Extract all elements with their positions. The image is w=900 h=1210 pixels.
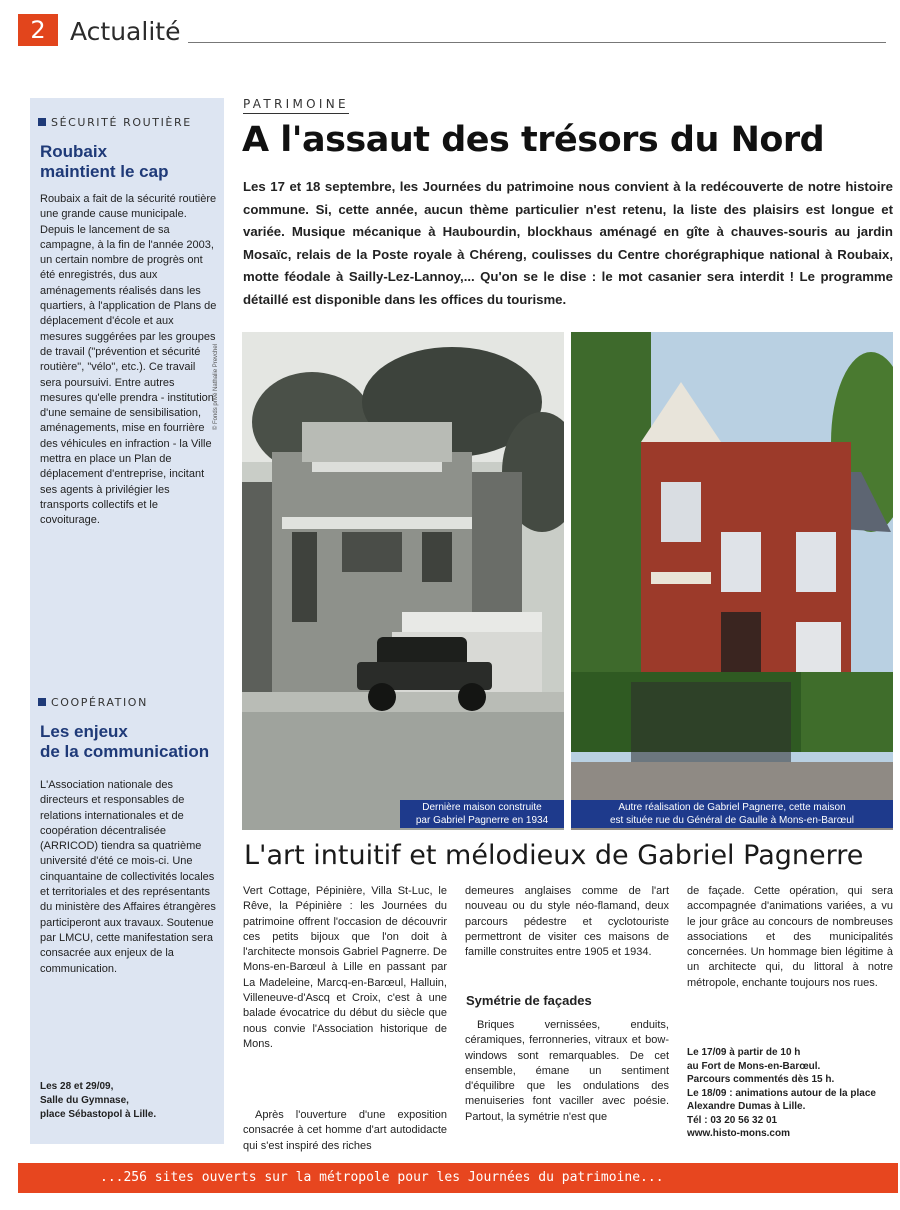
article-kicker: PATRIMOINE (243, 97, 349, 114)
sidebar-body: Roubaix a fait de la sécurité routière une grande cause municipale. Depuis le lancement de sa campagne, à la fin de l'année 2003, un certain nombre de progrès ont été enregistrés, dus aux aménagements réalisés dans les quartiers, à l'application de Plans de déplacement d'école et aux mesures suggérées par les groupes de travail ("prévention et sécurité routière", "vélo", etc.). Ce travail sera poursuivi. Entre autres mesures qu'elle prendra - institution d'une semaine de sensibilisation, aménagements, mise en fourrière des véhicules en infraction - la Ville mettra en place un Plan de déplacement d'entreprise, incitant ses agents à privilégier les transports collectifs et le covoiturage. (40, 193, 217, 527)
photo-brick-house (571, 332, 893, 830)
page-number: 2 (18, 14, 58, 46)
photo-modernist-house (242, 332, 564, 830)
article-subtitle: L'art intuitif et mélodieux de Gabriel Pagnerre (244, 840, 864, 871)
house-illustration (242, 332, 564, 830)
sidebar-event-info: Les 28 et 29/09, Salle du Gymnase, place Sébastopol à Lille. (40, 1081, 157, 1120)
photo-credit (213, 332, 239, 452)
square-bullet-icon (38, 698, 46, 706)
article-column-1: Vert Cottage, Pépinière, Villa St-Luc, le Rêve, la Pépinière : les Journées du patrimoine offrent l'occasion de découvrir ces petits bijoux que l'on doit à l'architecte monsois Gabriel Pagnerre. De Mons-en-Barœul à Lille en passant par La Madeleine, Marcq-en-Barœul, Halluin, Villeneuve-d'Ascq et Croix, c'est à une balade évocatrice du début du siècle que nous convie l'Association historique de Mons. (243, 885, 447, 1050)
photo-caption-right: Autre réalisation de Gabriel Pagnerre, cette maison est située rue du Général de Gaulle à Mons-en-Barœul (571, 800, 893, 828)
section-title: Actualité (70, 17, 181, 46)
photo-credit-text: © Fonds privé Nathalie Prevchel (213, 343, 220, 431)
article-column-3: de façade. Cette opération, qui sera accompagnée d'animations variées, a vu le jour grâce au concours de nombreuses associations et des municipalités concernées. Un hommage bien légitime à un architecte qui, du littoral à notre métropole, enchante toujours nos rues. (687, 885, 893, 989)
sidebar (30, 98, 224, 1144)
sidebar-tag-label: SÉCURITÉ ROUTIÈRE (51, 116, 192, 129)
column-subhead: Symétrie de façades (466, 993, 592, 1008)
header-rule (188, 42, 886, 43)
article-column-1-cont: Après l'ouverture d'une exposition consacrée à cet homme d'art autodidacte qui s'est inspiré des riches (243, 1109, 447, 1152)
article-column-2: demeures anglaises comme de l'art nouveau ou du style néo-flamand, deux parcours pédestre et cyclotouriste permettront de visiter ces maisons de famille construites entre 1905 et 1934. (465, 885, 669, 959)
footer-ticker: ...256 sites ouverts sur la métropole pour les Journées du patrimoine... (18, 1163, 898, 1193)
article-headline: A l'assaut des trésors du Nord (242, 120, 825, 160)
sidebar-tag-label: COOPÉRATION (51, 696, 148, 709)
square-bullet-icon (38, 118, 46, 126)
article-column-2-cont: Briques vernissées, enduits, céramiques, ferronneries, vitraux et bow-windows sont remarquables. De cet ensemble, émane un sentiment d'équilibre que les ondulations des menuiseries font vaciller avec poésie. Partout, la symétrie n'est que (465, 1019, 669, 1123)
sidebar-tag-cooperation (38, 696, 148, 709)
sidebar-tag-securite (38, 116, 192, 129)
house-illustration (571, 332, 893, 830)
sidebar-heading: Les enjeux de la communication (40, 722, 210, 761)
article-lead: Les 17 et 18 septembre, les Journées du patrimoine nous convient à la redécouverte de notre histoire commune. Si, cette année, aucun thème particulier n'est retenu, la liste des plaisirs est longue et variée. Musique mécanique à Haubourdin, blockhaus aménagé en gîte à chauves-souris au jardin Mosaïc, relais de la Poste royale à Chéreng, coulisses du Centre chorégraphique national à Roubaix, motte féodale à Sailly-Lez-Lannoy,... Qu'on se le dise : le mot casanier sera interdit ! Le programme détaillé est disponible dans les offices du tourisme. (243, 179, 893, 307)
event-info: Le 17/09 à partir de 10 h au Fort de Mons-en-Barœul. Parcours commentés dès 15 h. Le 18/09 : animations autour de la place Alexandre Dumas à Lille. Tél : 03 20 56 32 01 www.histo-mons.com (687, 1047, 876, 1139)
photo-caption-left: Dernière maison construite par Gabriel Pagnerre en 1934 (400, 800, 564, 828)
sidebar-heading: Roubaix maintient le cap (40, 142, 169, 181)
sidebar-body: L'Association nationale des directeurs et responsables de relations internationales et de coopération décentralisée (ARRICOD) tiendra sa quatrième université d'été ce mois-ci. Une cinquantaine de collectivités locales et territoriales et des représentants du ministère des Affaires étrangères participeront aux travaux. Soutenue par LMCU, cette manifestation sera consacrée aux enjeux de la communication. (40, 779, 216, 975)
